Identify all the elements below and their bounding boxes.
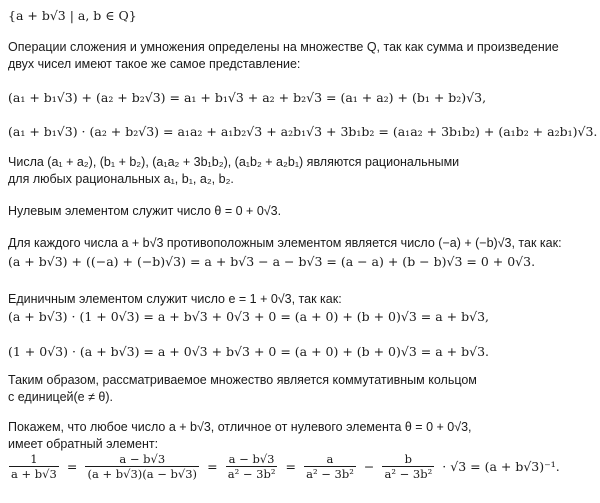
ring-conclusion-line2: с единицей(e ≠ θ). xyxy=(8,390,114,404)
unit-element-equation1: (a + b√3) · (1 + 0√3) = a + b√3 + 0√3 + 0 = (a + 0) + (b + 0)√3 = a + b√3, xyxy=(8,309,489,324)
fraction-1 xyxy=(9,452,59,481)
opposite-element-line1: Для каждого числа a + b√3 противоположным элементом является число (−a) + (−b)√3, так как: xyxy=(8,236,562,250)
fraction-2-denominator: (a + b√3)(a − b√3) xyxy=(87,467,198,481)
paragraph-rational-line1: Числа (a₁ + a₂), (b₁ + b₂), (a₁a₂ + 3b₁b₂), (a₁b₂ + a₂b₁) являются рациональными xyxy=(8,155,460,169)
ring-conclusion-line1: Таким образом, рассматриваемое множество является коммутативным кольцом xyxy=(8,373,477,387)
equation-product: (a₁ + b₁√3) · (a₂ + b₂√3) = a₁a₂ + a₁b₂√3 + a₂b₁√3 + 3b₁b₂ = (a₁a₂ + 3b₁b₂) + (a₁b₂ + a₂b₁)√3. xyxy=(8,124,598,139)
fraction-4 xyxy=(304,452,356,481)
fraction-4-numerator: a xyxy=(304,452,356,467)
minus-sign: − xyxy=(363,459,375,474)
fraction-5-denominator: a² − 3b² xyxy=(384,467,433,481)
fraction-2 xyxy=(85,452,199,481)
fraction-3-denominator: a² − 3b² xyxy=(227,467,276,481)
zero-element-line: Нулевым элементом служит число θ = 0 + 0√3. xyxy=(8,204,282,218)
unit-element-equation2: (1 + 0√3) · (a + b√3) = a + 0√3 + b√3 + 0 = (a + 0) + (b + 0)√3 = a + b√3. xyxy=(8,344,489,359)
unit-element-line1: Единичным элементом служит число e = 1 + 0√3, так как: xyxy=(8,292,342,306)
fraction-1-numerator: 1 xyxy=(9,452,59,467)
fraction-3 xyxy=(226,452,278,481)
inverse-equation xyxy=(8,452,562,481)
fraction-5-numerator: b xyxy=(382,452,434,467)
equals-sign: = xyxy=(207,459,218,474)
opposite-element-equation: (a + b√3) + ((−a) + (−b)√3) = a + b√3 − a − b√3 = (a − a) + (b − b)√3 = 0 + 0√3. xyxy=(8,254,536,269)
set-definition: {a + b√3 | a, b ∈ Q} xyxy=(8,8,137,23)
fraction-2-numerator: a − b√3 xyxy=(85,452,199,467)
fraction-1-denominator: a + b√3 xyxy=(11,467,57,481)
equals-sign: = xyxy=(285,459,297,474)
fraction-4-denominator: a² − 3b² xyxy=(306,467,354,481)
fraction-3-numerator: a − b√3 xyxy=(226,452,278,467)
inverse-result: · √3 = (a + b√3)⁻¹. xyxy=(442,459,560,474)
inverse-intro-line1: Покажем, что любое число a + b√3, отличное от нулевого элемента θ = 0 + 0√3, xyxy=(8,420,472,434)
equals-sign: = xyxy=(66,459,78,474)
paragraph-operations-line1: Операции сложения и умножения определены на множестве Q, так как сумма и произведение xyxy=(8,40,559,54)
equation-sum: (a₁ + b₁√3) + (a₂ + b₂√3) = a₁ + b₁√3 + a₂ + b₂√3 = (a₁ + a₂) + (b₁ + b₂)√3, xyxy=(8,90,487,105)
paragraph-operations-line2: двух чисел имеют такое же самое представление: xyxy=(8,57,301,71)
fraction-5 xyxy=(382,452,434,481)
paragraph-rational-line2: для любых рациональных a₁, b₁, a₂, b₂. xyxy=(8,172,234,186)
inverse-intro-line2: имеет обратный элемент: xyxy=(8,437,159,451)
